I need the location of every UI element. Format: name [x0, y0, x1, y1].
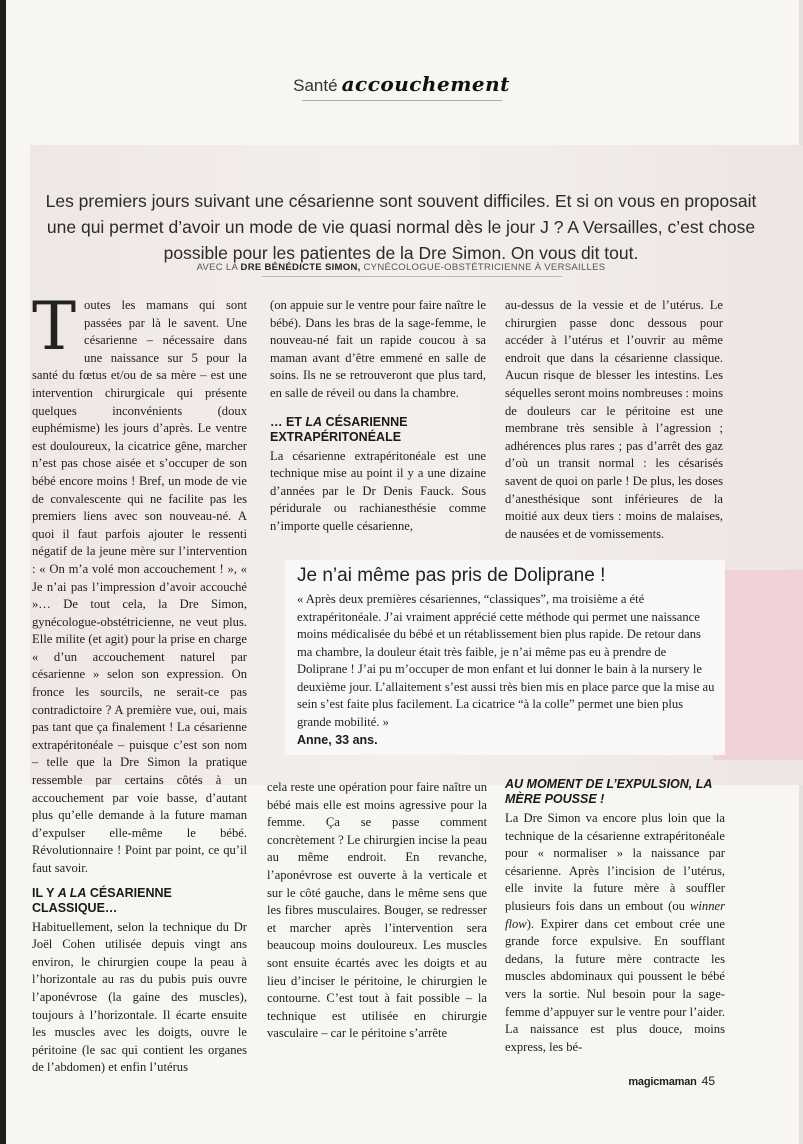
subhead-expulsion: AU MOMENT DE L’EXPULSION, LA MÈRE POUSSE !: [505, 777, 712, 806]
section-header: [0, 72, 803, 101]
page-number: 45: [701, 1074, 715, 1088]
page-footer: [628, 1072, 715, 1090]
testimonial-title: Je n’ai même pas pris de Doliprane !: [297, 565, 606, 586]
subhead-classic: IL Y A LA CÉSARIENNE CLASSIQUE…: [32, 885, 172, 915]
article-column-3: [505, 297, 723, 543]
article-column-2-bottom: [267, 779, 487, 1043]
article-column-3-bottom: [505, 777, 725, 1056]
header-rule: [302, 100, 502, 101]
credit-rule: [262, 276, 562, 277]
section-title: accouchement: [341, 72, 510, 96]
column-1-text: outes les mamans qui sont passées par là le savent. Une césarienne – nécessaire dans une naissance sur 5 pour la santé du fœtus et/ou de sa mère – est une intervention chirurgicale qui présente quelques inconvénients (doux euphémisme) les jours d’après. Le ventre est douloureux, la cicatrice gêne, marcher n’est pas chose aisée et s’occuper de son bébé encore moins ! Bref, un mode de vie de convalescente qui ne facilite pas les premiers liens avec son nouveau-né. A quoi il faut parfois ajouter le ressenti négatif de la jeune mère sur l’intervention : « On m’a volé mon accouchement ! », « Je n’ai pas l’impression d’avoir accouché »… De tout cela, la Dre Simon, gynécologue-obstétricienne, ne veut plus. Elle milite (et agit) pour la prise en charge « d’un accouchement naturel par césarienne » selon son expression. On fronce les sourcils, ne serait-ce pas contradictoire ? A première vue, oui, mais pas tant que ça finalement ! La césarienne extrapéritonéale – puisque c’est son nom – telle que la Dre Simon la pratique ressemble par certains côtés à un accouchement par voie basse, d’autant plus qu’elle demande à la future maman d’expulser elle-même le bébé. Révolutionnaire ! Point par point, ce qu’il faut savoir.: [32, 298, 247, 875]
credit-role: CYNÉCOLOGUE-OBSTÉTRICIENNE À VERSAILLES: [363, 262, 606, 273]
column-2-bottom-text: cela reste une opération pour faire naître un bébé mais elle est moins agressive pour la femme. Ça se passe comment concrètement ? Le chirurgien incise la peau au même endroit. En revanche, l’aponévrose est ouverte à la verticale et sur le côté gauche, dans le même sens que les fibres musculaires. Bouger, se redresser et marcher après l’intervention sera beaucoup moins douloureux. Les muscles sont ensuite écartés avec les doigts et au lieu d’inciser le péritoine, le chirurgien le contourne. C’est tout à fait possible – la technique est utilisée en chirurgie vasculaire – car le péritoine s’arrête: [267, 780, 487, 1041]
drop-cap: T: [32, 288, 77, 365]
testimonial: [297, 565, 717, 747]
subhead-extraperitoneal: … ET LA CÉSARIENNE EXTRAPÉRITONÉALE: [270, 414, 408, 444]
page-left-edge: [0, 0, 6, 1144]
credit-name: DRE BÉNÉDICTE SIMON,: [240, 262, 361, 273]
article-column-1: [32, 288, 247, 1077]
article-column-2: [270, 297, 486, 536]
testimonial-signature: Anne, 33 ans.: [297, 733, 378, 747]
article-credit: [40, 262, 762, 273]
column-3-text: au-dessus de la vessie et de l’utérus. Le chirurgien passe donc dessous pour accéder à l’utérus et l’ouvrir au même endroit que dans la césarienne classique. Aucun risque de blesser les intestins. Les séquelles seront moins nombreuses : moins de douleurs car le péritoine est une membrane très sensible à l’agression ; adhérences plus rares ; pas d’arrêt des gaz d’où un transit normal : les césarisés savent de quoi on parle ! De plus, les doses d’anesthésique sont inférieures de la moitié aux deux tiers : moins de malaises, de nausées et de vomissements.: [505, 298, 723, 541]
article-intro: Les premiers jours suivant une césarienne sont souvent difficiles. Et si on vous en proposait une qui permet d’avoir un mode de vie quasi normal dès le jour J ? A Versailles, c’est chose possible pour les patientes de la Dre Simon. On vous dit tout.: [45, 191, 757, 263]
column-3-bottom-text: La Dre Simon va encore plus loin que la technique de la césarienne extrapéritonéale pour « normaliser » la naissance par césarienne. Après l’incision de l’utérus, elle invite la future mère à souffler plusieurs fois dans un embout (ou winner flow). Expirer dans cet embout crée une grande force expulsive. En soufflant dedans, la future mère contracte les muscles abdominaux qui poussent le bébé vers la sortie. Nul besoin pour la sage-femme d’appuyer sur le ventre pour l’aider. La naissance est plus douce, moins express, les bé-: [505, 811, 725, 1054]
credit-prefix: AVEC LA: [196, 262, 238, 273]
column-2-text-b: La césarienne extrapéritonéale est une technique mise au point il y a une dizaine d’années par le Dr Denis Fauck. Sous péridurale ou rachianesthésie comme n’importe quelle césarienne,: [270, 448, 486, 533]
testimonial-body: « Après deux premières césariennes, “classiques”, ma troisième a été extrapéritonéale. J’ai vraiment apprécié cette méthode qui permet une naissance moins médicalisée du bébé et un rétablissement bien plus rapide. De retour dans ma chambre, la douleur était très faible, je n’ai même pas eu à prendre de Doliprane ! J’ai pu m’occuper de mon enfant et lui donner le bain à la nursery le deuxième jour. L’allaitement s’est aussi très bien mis en place parce que la mise au sein s’est faite plus facilement. La cicatrice “à la colle” permet une bien plus grande mobilité. »: [297, 592, 715, 729]
magazine-brand: magicmaman: [628, 1076, 697, 1088]
column-1-text-end: Habituellement, selon la technique du Dr Joël Cohen utilisée depuis vingt ans environ, le chirurgien coupe la peau à l’horizontale au ras du pubis puis ouvre l’aponévrose (la gaine des muscles), toujours à l’horizontale. Il écarte ensuite les muscles avec les doigts, ouvre le péritoine (le sac qui contient les organes de l’abdomen) et enfin l’utérus: [32, 919, 247, 1075]
section-topic: Santé: [293, 76, 338, 95]
column-2-text: (on appuie sur le ventre pour faire naître le bébé). Dans les bras de la sage-femme, le nouveau-né fait un rapide coucou à sa maman avant d’être emmené en salle de soins. Ils ne se retrouveront que plus tard, en salle de réveil ou dans la chambre.: [270, 298, 486, 400]
background-pink-bleed: [713, 570, 803, 760]
